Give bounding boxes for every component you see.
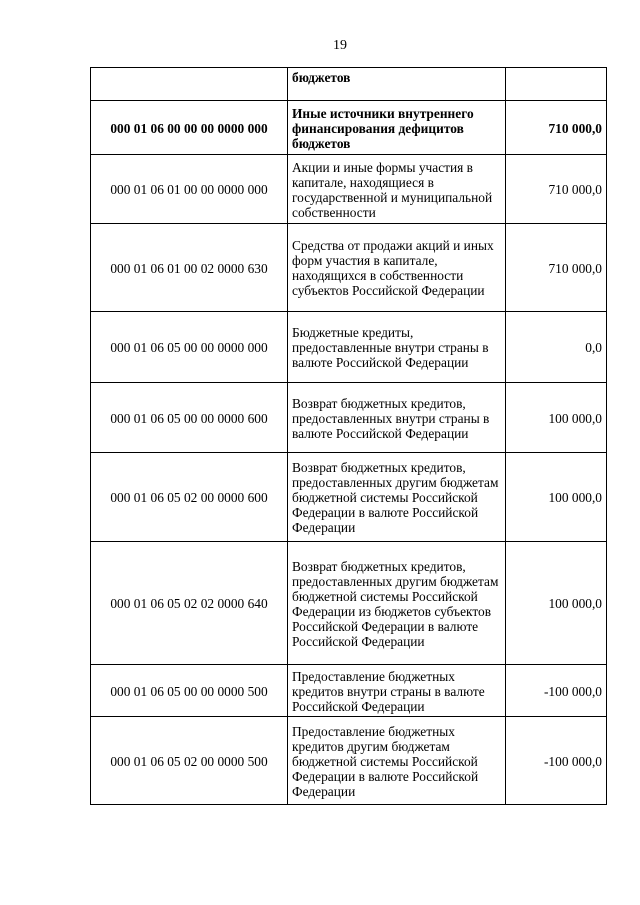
code-cell: 000 01 06 05 00 00 0000 600 [91, 383, 288, 453]
table-row [91, 453, 607, 542]
name-cell: Возврат бюджетных кредитов, предоставленных другим бюджетам бюджетной системы Российской Федерации из бюджетов субъектов Российской Федерации в валюте Российской Федерации [288, 542, 506, 665]
table-row [91, 224, 607, 312]
code-cell: 000 01 06 05 00 00 0000 000 [91, 312, 288, 383]
table-row [91, 101, 607, 155]
name-cell: Бюджетные кредиты, предоставленные внутри страны в валюте Российской Федерации [288, 312, 506, 383]
amount-cell: 710 000,0 [506, 155, 607, 224]
code-cell [91, 68, 288, 101]
name-cell: Возврат бюджетных кредитов, предоставленных внутри страны в валюте Российской Федерации [288, 383, 506, 453]
code-cell: 000 01 06 01 00 02 0000 630 [91, 224, 288, 312]
amount-cell: 0,0 [506, 312, 607, 383]
name-cell: Предоставление бюджетных кредитов другим бюджетам бюджетной системы Российской Федерации в валюте Российской Федерации [288, 717, 506, 805]
name-cell: бюджетов [288, 68, 506, 101]
name-cell: Средства от продажи акций и иных форм участия в капитале, находящихся в собственности субъектов Российской Федерации [288, 224, 506, 312]
amount-cell [506, 68, 607, 101]
table-row [91, 312, 607, 383]
name-cell: Предоставление бюджетных кредитов внутри страны в валюте Российской Федерации [288, 665, 506, 717]
amount-cell: 710 000,0 [506, 224, 607, 312]
budget-sources-table [90, 67, 607, 805]
amount-cell: 100 000,0 [506, 542, 607, 665]
page-number: 19 [333, 38, 347, 53]
table-row [91, 665, 607, 717]
name-cell: Возврат бюджетных кредитов, предоставленных другим бюджетам бюджетной системы Российской Федерации в валюте Российской Федерации [288, 453, 506, 542]
name-cell: Акции и иные формы участия в капитале, находящиеся в государственной и муниципальной собственности [288, 155, 506, 224]
code-cell: 000 01 06 05 02 02 0000 640 [91, 542, 288, 665]
amount-cell: -100 000,0 [506, 665, 607, 717]
amount-cell: 710 000,0 [506, 101, 607, 155]
name-cell: Иные источники внутреннего финансирования дефицитов бюджетов [288, 101, 506, 155]
amount-cell: 100 000,0 [506, 453, 607, 542]
code-cell: 000 01 06 05 00 00 0000 500 [91, 665, 288, 717]
table-row [91, 542, 607, 665]
table-row [91, 155, 607, 224]
table-row [91, 68, 607, 101]
amount-cell: -100 000,0 [506, 717, 607, 805]
table-row [91, 383, 607, 453]
code-cell: 000 01 06 05 02 00 0000 600 [91, 453, 288, 542]
code-cell: 000 01 06 01 00 00 0000 000 [91, 155, 288, 224]
code-cell: 000 01 06 05 02 00 0000 500 [91, 717, 288, 805]
table-row [91, 717, 607, 805]
code-cell: 000 01 06 00 00 00 0000 000 [91, 101, 288, 155]
amount-cell: 100 000,0 [506, 383, 607, 453]
